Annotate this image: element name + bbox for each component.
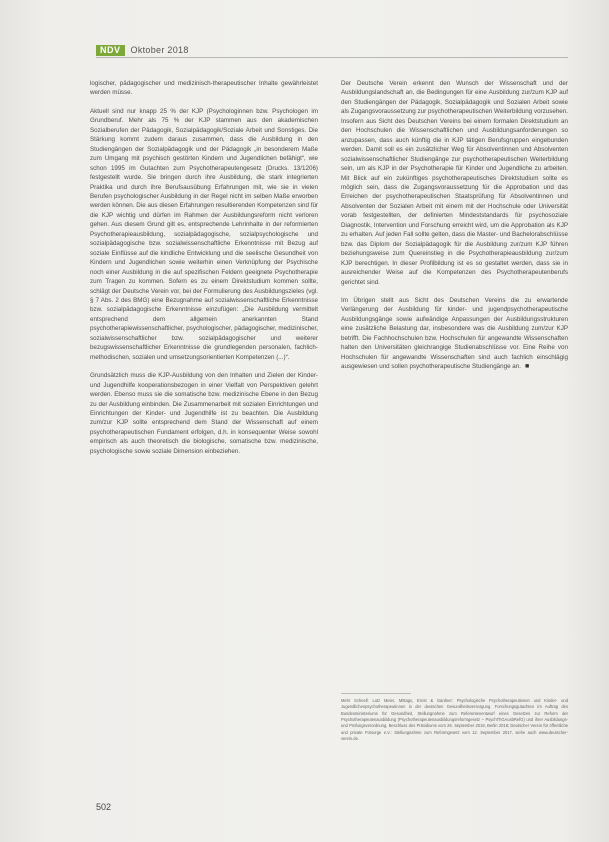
paragraph: Der Deutsche Verein erkennt den Wunsch der Wissenschaft und der Ausbildungslandschaft an, die Bedingungen für eine Ausbildung zur/zum KJP auf den Studiengängen der Pädagogik, Sozialpädagogik und Sozialen Arbeit sowie als Zugangsvoraussetzung zur psychotherapeutischen Weiterbildung vorzusehen. Insofern aus Sicht des Deutschen Vereins bei einem formalen Direktstudium an den Hochschulen die Wissenschaftlichen und Ausbildungsanforderungen so anzupassen, dass auch künftig die in KJP tätigen Berufsgruppen eingebunden werden. Damit soll es ein zusätzlicher Weg für Absolventinnen und Absolventen sozialwissenschaftlicher Studiengänge zur psychotherapeutischen Weiterbildung sein, um als KJP in der Psychotherapie für Kinder und Jugendliche zu arbeiten. Mit Blick auf ein zukünftiges psychotherapeutisches Direktstudium sollte es möglich sein, dass die Zugangsvoraussetzung für die Approbation und das Erreichen der psychotherapeutischen Staatsprüfung für Absolventinnen und Absolventen der Sozialen Arbeit mit einem mit der Hochschule oder Universität vorab festgestellten, der definierten Mindeststandards für psychosoziale Diagnostik, Intervention und Forschung erreicht wird, um die Approbation als KJP zu erhalten. Auf jeden Fall sollte gelten, dass die Master- und Bachelorabschlüsse bzw. das Diplom der Sozialpädagogik für die Ausbildung zur/zum KJP führen beziehungsweise zum Quereinstieg in die Psychotherapieausbildung zur/zum KJP berechtigen. In dieser Profilbildung ist es so gestaltet werden, dass sie in ausreichender Weise auf die Kompetenzen des Psychotherapeutenberufs gerichtet sind. <box>341 80 568 286</box>
footnote-rule <box>341 693 411 694</box>
end-of-article-mark: ■ <box>525 363 530 371</box>
footnote: Mehr Schnell: Lutz Meier, Mittags, Ernst & Gardner: Psychologische Psychotherapeutinnen und Kinder- und Jugendlichenpsychotherapeutinnen in der deutschen Gesundheitsversorgung. Forschungsgutachten im Auftrag des Bundesministeriums für Gesundheit, Stellungnahme zum Referentenentwurf eines Gesetzes zur Reform der Psychotherapeutenausbildung (Psychotherapeutenausbildungsreformgesetz – PsychThGAusbRefG) und ihrer Ausbildungs- und Prüfungsverordnung, Beschluss des Präsidiums vom 26. September 2018, Berlin 2018; Deutscher Verein für öffentliche und private Fürsorge e.V.: Stellungnahme zum Reformgesetz vom 12. September 2017, siehe auch www.deutscher-verein.de. <box>341 698 568 742</box>
paragraph: Grundsätzlich muss die KJP-Ausbildung von den Inhalten und Zielen der Kinder- und Jugendhilfe kooperationsbezogen in einer Vielfalt von Perspektiven gelehrt werden. Ebenso muss sie die somatische bzw. medizinische Ebene in den Bezug zu der Ausbildung einbinden. Die Zusammenarbeit mit sozialen Einrichtungen und Einrichtungen der Kinder- und Jugendhilfe ist zu beachten. Die Ausbildung zum/zur KJP sollte entsprechend dem Stand der Wissenschaft auf einem psychotherapeutischen Fundament erfolgen, d.h. in konsequenter Weise sowohl empirisch als auch theoretisch die biologische, somatische bzw. medizinische, psychologische sowie soziale Dimension einbeziehen. <box>90 372 318 455</box>
paragraph-text: Im Übrigen stellt aus Sicht des Deutschen Vereins die zu erwartende Verlängerung der Ausbildung für kinder- und jugendpsychotherapeutische Ausbildungsgänge sowie aufwändige Anpassungen der Ausbildungsstrukturen eine zusätzliche Belastung dar, insbesondere was die Ausbildung zum/zur KJP betrifft. Die Fachhochschulen bzw. Hochschulen für angewandte Wissenschaften halten den Universitäten gleichrangige Studienabschlüsse vor. Eine Reihe von Hochschulen für angewandte Wissenschaften sind auch fachlich einschlägig ausgewiesen und sollen psychotherapeutische Studiengänge an. <box>341 296 568 371</box>
paragraph <box>341 296 568 372</box>
header-rule <box>96 57 568 58</box>
journal-logo: NDV <box>96 45 125 56</box>
page-number: 502 <box>96 802 112 812</box>
page-header <box>96 44 189 56</box>
left-column <box>90 79 318 456</box>
paragraph: Aktuell sind nur knapp 25 % der KJP (Psychologinnen bzw. Psychologen im Grundberuf. Mehr als 75 % der KJP stammen aus den akademischen Sozialberufen der Pädagogik, Sozialpädagogik/Soziale Arbeit und Sonstiges. Die Stärkung kommt zudem daraus zusammen, dass die Ausbildung in den Studiengängen der Sozialpädagogik und der Pädagogik „in besonderem Maße zum Umgang mit psychisch gestörten Kindern und Jugendlichen befähigt“, wie schon 1995 im Gutachten zum Psychotherapeutengesetz (Drucks. 13/1206) festgestellt wurde. Sie bringen durch ihre Ausbildung, die stark integrierten Praktika und durch ihre Berufsausübung Erfahrungen mit, wie sie in vielen Berufen psychologischer Ausbildung in der Regel nicht im selben Maße erworben werden können. Die aus diesen Erfahrungen resultierenden Kompetenzen sind für die KJP wichtig und dürfen im Rahmen der Ausbildungsreform nicht verloren gehen. Aus diesem Grund gilt es, entsprechende Lehrinhalte in der reformierten Psychotherapieausbildung, sozialpädagogische, sozialpsychologische und sozialpädagogische bzw. sozialwissenschaftliche Erkenntnisse mit Bezug auf soziale Einflüsse auf die kindliche Entwicklung und die seelische Gesundheit von Kindern und Jugendlichen sowie weiterhin einen Verknüpfung der Psychische noch einer Ausbildung in die auf spezifischen Feldern geeignete Psychotherapie zum Tragen zu kommen. Sofern es zu einem Direktstudium kommen sollte, schlägt der Deutsche Verein vor, bei der Formulierung des Ausbildungszieles (vgl. § 7 Abs. 2 des BMG) eine Bezugnahme auf sozialwissenschaftliche Erkenntnisse bzw. sozialpädagogische Erkenntnisse einzufügen: „Die Ausbildung vermittelt entsprechend dem allgemein anerkannten Stand psychotherapiewissenschaftlicher, psychologischer, pädagogischer, medizinischer, sozialwissenschaftlicher bzw. sozialpädagogischer und weiterer bezugswissenschaftlicher Erkenntnisse die grundlegenden personalen, fachlich-methodischen, sozialen und umsetzungsorientierten Kompetenzen (...)“. <box>90 107 318 361</box>
paragraph: logischer, pädagogischer und medizinisch-therapeutischer Inhalte gewährleistet werden müsse. <box>90 80 318 97</box>
right-column <box>341 79 568 372</box>
issue-date: Oktober 2018 <box>130 45 189 55</box>
